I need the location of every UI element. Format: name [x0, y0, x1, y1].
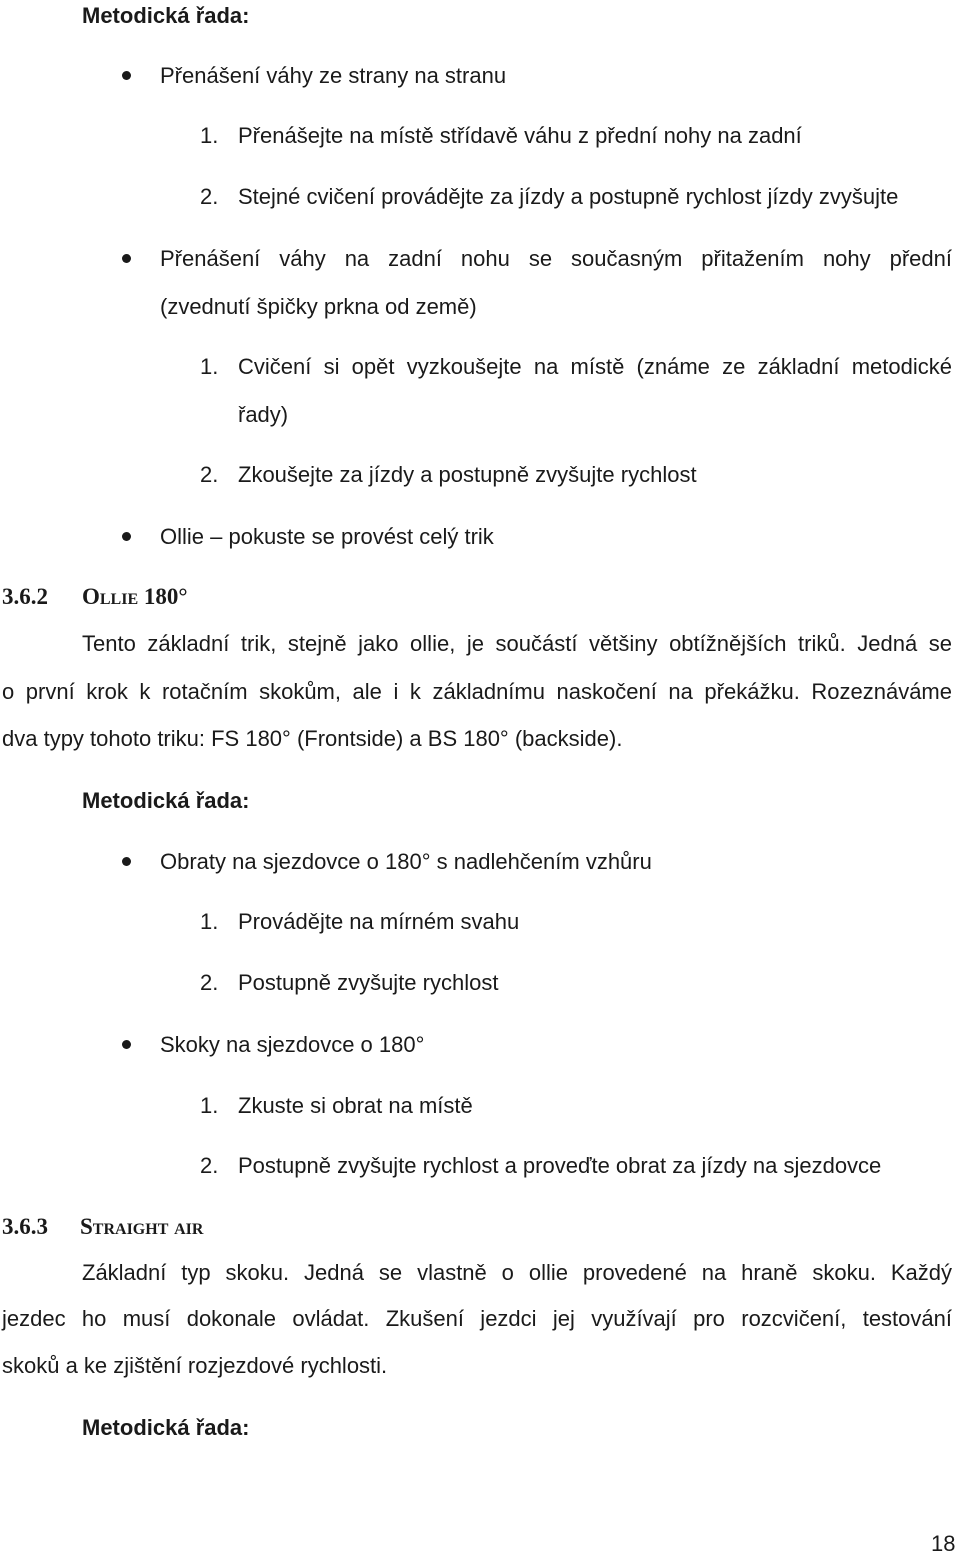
- step-text: Cvičení si opět vyzkoušejte na místě (známe ze základní metodické: [238, 354, 952, 379]
- bullet-item: Ollie – pokuste se provést celý trik: [160, 524, 494, 549]
- methodical-series-heading: Metodická řada:: [82, 788, 250, 813]
- bullet-item-continuation: (zvednutí špičky prkna od země): [160, 294, 477, 319]
- section-number: 3.6.3: [2, 1214, 48, 1239]
- paragraph-line: o první krok k rotačním skokům, ale i k základnímu naskočení na překážku. Rozeznáváme: [2, 679, 952, 704]
- bullet-icon: [122, 1040, 131, 1049]
- bullet-item: Přenášení váhy na zadní nohu se současným přitažením nohy přední: [160, 246, 952, 271]
- paragraph-line: jezdec ho musí dokonale ovládat. Zkušení jezdci jej využívají pro rozcvičení, testování: [2, 1306, 952, 1331]
- bullet-icon: [122, 71, 131, 80]
- bullet-item: Obraty na sjezdovce o 180° s nadlehčením vzhůru: [160, 849, 652, 874]
- page-number: 18: [931, 1531, 956, 1556]
- step-text: Provádějte na mírném svahu: [238, 909, 520, 934]
- bullet-icon: [122, 857, 131, 866]
- section-title: Straight air: [80, 1214, 204, 1239]
- step-text: Zkoušejte za jízdy a postupně zvyšujte rychlost: [238, 462, 697, 487]
- step-number: 2.: [200, 1153, 219, 1178]
- bullet-icon: [122, 254, 131, 263]
- step-number: 2.: [200, 184, 219, 209]
- paragraph-line: dva typy tohoto triku: FS 180° (Frontside) a BS 180° (backside).: [2, 726, 623, 751]
- paragraph-line: Základní typ skoku. Jedná se vlastně o ollie provedené na hraně skoku. Každý: [82, 1260, 952, 1285]
- step-number: 2.: [200, 462, 219, 487]
- step-number: 1.: [200, 123, 219, 148]
- step-text: Stejné cvičení provádějte za jízdy a postupně rychlost jízdy zvyšujte: [238, 184, 899, 209]
- step-text: Zkuste si obrat na místě: [238, 1093, 473, 1118]
- bullet-item: Skoky na sjezdovce o 180°: [160, 1032, 425, 1057]
- paragraph-line: skoků a ke zjištění rozjezdové rychlosti.: [2, 1353, 388, 1378]
- methodical-series-heading: Metodická řada:: [82, 1415, 250, 1440]
- methodical-series-heading: Metodická řada:: [82, 3, 250, 28]
- step-text: Přenášejte na místě střídavě váhu z přední nohy na zadní: [238, 123, 802, 148]
- bullet-icon: [122, 532, 131, 541]
- section-title: Ollie 180°: [82, 584, 188, 609]
- step-text: Postupně zvyšujte rychlost a proveďte obrat za jízdy na sjezdovce: [238, 1153, 882, 1178]
- paragraph-line: Tento základní trik, stejně jako ollie, je součástí většiny obtížnějších triků. Jedná se: [82, 631, 952, 656]
- step-text-continuation: řady): [238, 402, 289, 427]
- step-text: Postupně zvyšujte rychlost: [238, 970, 499, 995]
- step-number: 2.: [200, 970, 219, 995]
- step-number: 1.: [200, 1093, 219, 1118]
- step-number: 1.: [200, 354, 219, 379]
- bullet-item: Přenášení váhy ze strany na stranu: [160, 63, 507, 88]
- step-number: 1.: [200, 909, 219, 934]
- section-number: 3.6.2: [2, 584, 48, 609]
